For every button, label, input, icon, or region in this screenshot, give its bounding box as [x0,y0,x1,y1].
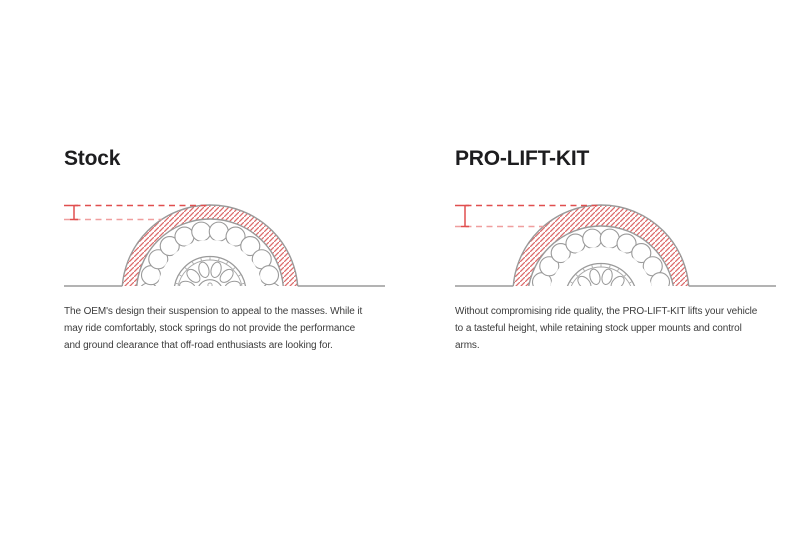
pro-lift-kit-wheel-diagram [455,192,776,292]
stock-description [64,303,384,354]
description-line: arms. [455,340,480,351]
panel-pro-lift-kit [455,147,775,354]
description-line: Without compromising ride quality, the PRO-LIFT-KIT lifts your vehicle [455,306,758,317]
stock-wheel-diagram [64,192,385,292]
pro-lift-kit-description [455,303,775,354]
panel-stock [64,147,384,354]
stock-heading: Stock [64,147,121,170]
lift-gap-measure-bracket [70,206,78,220]
description-line: to a tasteful height, while retaining stock upper mounts and control [455,323,742,334]
lift-gap-measure-bracket [461,206,469,227]
description-line: may ride comfortably, stock springs do not provide the performance [64,323,356,334]
wheel-arch-group [122,205,298,381]
description-line: The OEM's design their suspension to appeal to the masses. While it [64,306,363,317]
wheel-arch-group [513,205,689,381]
pro-lift-kit-heading: PRO-LIFT-KIT [455,147,590,170]
description-line: and ground clearance that off-road enthusiasts are looking for. [64,340,333,351]
